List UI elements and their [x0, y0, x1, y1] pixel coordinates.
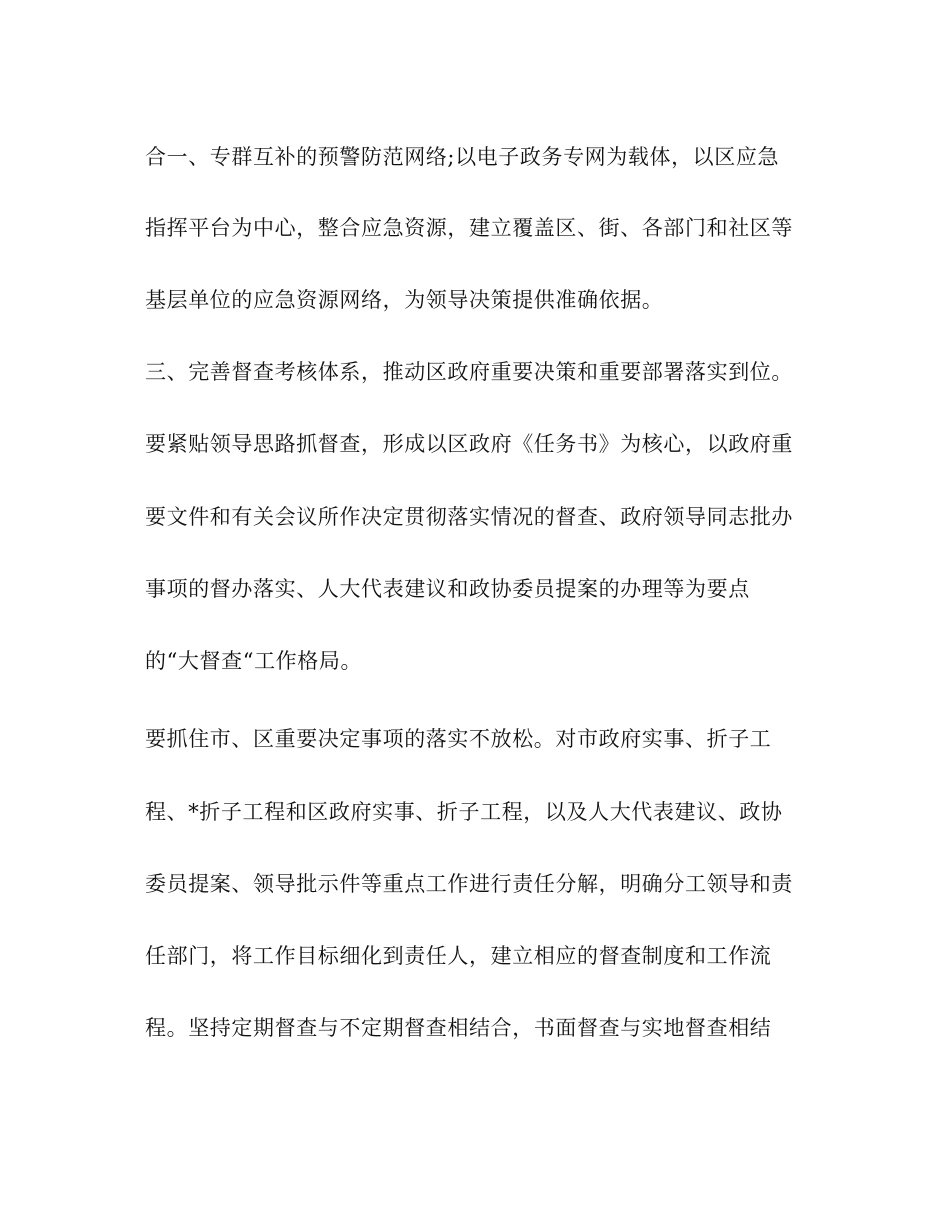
- text-line: 基层单位的应急资源网络，为领导决策提供准确依据。: [145, 288, 664, 312]
- section-heading: 三、完善督查考核体系，推动区政府重要决策和重要部署落实到位。: [145, 360, 793, 384]
- text-line: 程。坚持定期督查与不定期督查相结合，书面督查与实地督查相结: [145, 1016, 772, 1040]
- text-line: 事项的督办落实、人大代表建议和政协委员提案的办理等为要点: [145, 577, 750, 601]
- text-line: 委员提案、领导批示件等重点工作进行责任分解，明确分工领导和责: [145, 872, 793, 896]
- text-line: 要抓住市、区重要决定事项的落实不放松。对市政府实事、折子工: [145, 727, 772, 751]
- text-line: 要文件和有关会议所作决定贯彻落实情况的督查、政府领导同志批办: [145, 505, 793, 529]
- text-line: 的“大督查“工作格局。: [145, 649, 363, 673]
- text-line: 合一、专群互补的预警防范网络;以电子政务专网为载体，以区应急: [145, 145, 780, 169]
- text-line: 任部门，将工作目标细化到责任人，建立相应的督查制度和工作流: [145, 944, 772, 968]
- text-line: 指挥平台为中心，整合应急资源，建立覆盖区、街、各部门和社区等: [145, 216, 793, 240]
- text-line: 要紧贴领导思路抓督查，形成以区政府《任务书》为核心，以政府重: [145, 432, 793, 456]
- text-line: 程、*折子工程和区政府实事、折子工程，以及人大代表建议、政协: [145, 800, 783, 824]
